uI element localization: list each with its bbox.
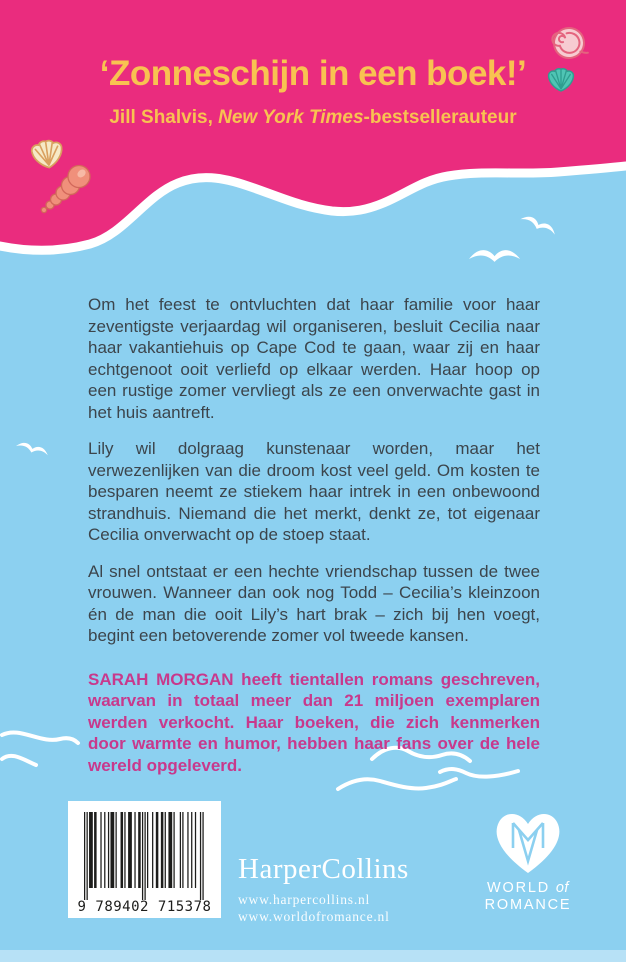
blurb-paragraph: Al snel ontstaat er een hechte vriendschap tussen de twee vrouwen. Wanneer dan ook nog Todd – Cecilia’s kleinzoon én de man die ooit Lily’s hart brak – zich bij hen voegt, begint een betoverende zomer vol tweede kansen. (88, 561, 540, 645)
logo-text-line1 (476, 880, 580, 897)
barcode (68, 801, 221, 918)
blurb-paragraph: Om het feest te ontvluchten dat haar familie voor haar zeventigste verjaardag wil organiseren, besluit Cecilia naar haar vakantiehuis op Cape Cod te gaan, waar zij en haar echtgenoot ooit verliefd op elkaar werden. Haar hoop op een rustige zomer vervliegt als ze een onverwachte gast in het huis aantreft. (88, 295, 540, 422)
review-quote: ‘Zonneschijn in een boek!’ (99, 54, 527, 93)
turret-shell-segments (41, 166, 90, 213)
heart-m-logo-icon (488, 802, 568, 880)
author-bio-paragraph: SARAH MORGAN heeft tientallen romans geschreven, waarvan in totaal meer dan 21 miljoen exemplaren werden verkocht. Haar boeken, die zich kenmerken door warmte en humor, hebben haar fans over de hele wereld opgeleverd. (88, 669, 540, 775)
attribution-suffix: -bestsellerauteur (363, 107, 517, 128)
cover-bottom-edge (0, 950, 626, 962)
world-of-romance-logo (476, 802, 580, 914)
blurb-paragraph: Lily wil dolgraag kunstenaar worden, maar het verwezenlijken van die droom kost veel geld. Om kosten te besparen neemt ze stiekem haar intrek in een onbewoond strandhuis. Niemand die het merkt, denkt ze, tot eigenaar Cecilia onverwacht op de stoep staat. (88, 439, 540, 544)
seagull-icon (15, 441, 49, 457)
attribution-publication: New York Times (218, 107, 364, 128)
logo-word-world: WORLD (487, 880, 556, 896)
barcode-bars (84, 812, 205, 902)
publisher-logo-text: HarperCollins (238, 853, 409, 885)
beach-wave-divider (0, 0, 626, 280)
snail-shell-icon (547, 22, 591, 64)
attribution-name: Jill Shalvis, (109, 107, 219, 128)
publisher-urls (238, 892, 409, 925)
publisher-block (238, 853, 409, 925)
wave-doodle (2, 732, 78, 743)
back-cover-blurb (88, 294, 540, 791)
logo-word-of: of (555, 880, 569, 896)
publisher-url: www.harpercollins.nl (238, 892, 371, 907)
wave-doodle (2, 756, 36, 765)
isbn-number: 9 789402 715378 (77, 899, 212, 915)
logo-text-line2: ROMANCE (484, 897, 572, 913)
scallop-shell-teal-icon (545, 63, 577, 92)
publisher-url: www.worldofromance.nl (238, 908, 390, 924)
turret-shell-icon (36, 162, 96, 218)
review-attribution (0, 107, 626, 129)
